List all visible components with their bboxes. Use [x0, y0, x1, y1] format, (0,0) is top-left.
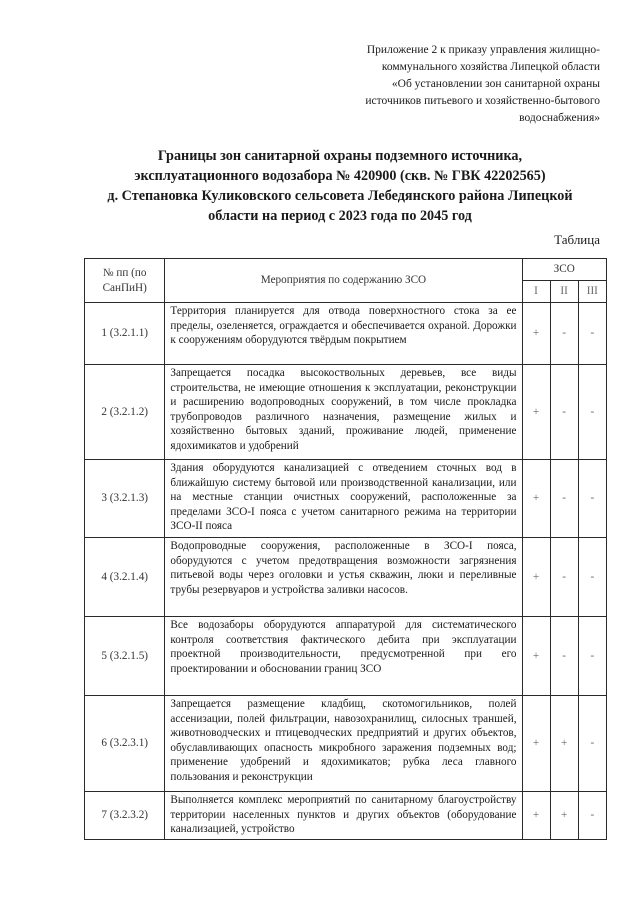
header-zone-1: I — [522, 281, 550, 303]
row-number: 6 (3.2.3.1) — [85, 696, 165, 792]
appendix-line: коммунального хозяйства Липецкой области — [381, 61, 600, 73]
zone-2-mark: + — [550, 696, 578, 792]
row-measure-text: Все водозаборы оборудуются аппаратурой для систематического контроля соответствия фактического дебита при эксплуатации проектной производительности, предусмотренной при его проектировании и обосновании границ ЗСО — [165, 617, 522, 696]
row-measure-text: Территория планируется для отвода поверхностного стока за ее пределы, озеленяется, ограждается и обеспечивается охраной. Дорожки к сооружениям оборудуются твёрдым покрытием — [165, 303, 522, 365]
header-number: № пп (по СанПиН) — [85, 259, 165, 303]
zone-3-mark: - — [578, 538, 606, 617]
zone-1-mark: + — [522, 696, 550, 792]
zone-2-mark: - — [550, 303, 578, 365]
zone-2-mark: + — [550, 792, 578, 840]
table-row — [85, 460, 607, 538]
zone-3-mark: - — [578, 792, 606, 840]
appendix-line: водоснабжения» — [519, 112, 600, 124]
header-zone-3: III — [578, 281, 606, 303]
table-row — [85, 538, 607, 617]
zone-3-mark: - — [578, 365, 606, 460]
zso-measures-table — [84, 258, 607, 840]
title-line: эксплуатационного водозабора № 420900 (скв. № ГВК 42202565) — [134, 168, 546, 184]
zone-1-mark: + — [522, 792, 550, 840]
title-line: области на период с 2023 года по 2045 год — [208, 208, 472, 224]
zone-1-mark: + — [522, 365, 550, 460]
row-number: 2 (3.2.1.2) — [85, 365, 165, 460]
row-number: 3 (3.2.1.3) — [85, 460, 165, 538]
header-zso: ЗСО — [522, 259, 607, 281]
header-zone-2: II — [550, 281, 578, 303]
appendix-note — [300, 42, 600, 127]
title-line: д. Степановка Куликовского сельсовета Лебедянского района Липецкой — [107, 188, 573, 204]
zone-3-mark: - — [578, 696, 606, 792]
appendix-line: источников питьевого и хозяйственно-бытового — [365, 95, 600, 107]
row-measure-text: Запрещается посадка высокоствольных деревьев, все виды строительства, не имеющие отношения к эксплуатации, реконструкции и расширению водопроводных сооружений, в том числе прокладка трубопроводов различного назначения, размещение жилых и хозяйственно бытовых зданий, проживание людей, применение ядохимикатов и удобрений — [165, 365, 522, 460]
row-number: 5 (3.2.1.5) — [85, 617, 165, 696]
table-label: Таблица — [554, 232, 600, 247]
zone-3-mark: - — [578, 460, 606, 538]
zone-1-mark: + — [522, 538, 550, 617]
row-measure-text: Здания оборудуются канализацией с отведением сточных вод в ближайшую систему бытовой или производственной канализации, или на местные станции очистных сооружений, расположенные за пределами ЗСО-I пояса с учетом санитарного режима на территории ЗСО-II пояса — [165, 460, 522, 538]
zone-3-mark: - — [578, 303, 606, 365]
table-row — [85, 365, 607, 460]
appendix-line: Приложение 2 к приказу управления жилищно- — [366, 44, 600, 56]
row-number: 7 (3.2.3.2) — [85, 792, 165, 840]
table-row — [85, 792, 607, 840]
title-line: Границы зон санитарной охраны подземного источника, — [157, 148, 523, 164]
zone-2-mark: - — [550, 365, 578, 460]
header-measures: Мероприятия по содержанию ЗСО — [165, 259, 522, 303]
row-measure-text: Водопроводные сооружения, расположенные в ЗСО-I пояса, оборудуются с учетом предотвращения возможности загрязнения питьевой воды через оголовки и устья скважин, люки и переливные трубы резервуаров и устройства заливки насосов. — [165, 538, 522, 617]
appendix-line: «Об установлении зон санитарной охраны — [391, 78, 600, 90]
row-measure-text: Запрещается размещение кладбищ, скотомогильников, полей ассенизации, полей фильтрации, навозохранилищ, силосных траншей, животноводческих и птицеводческих предприятий и других объектов, обуславливающих опасность микробного заражения подземных вод; применение удобрений и ядохимикатов; рубка леса главного пользования и реконструкции — [165, 696, 522, 792]
row-number: 1 (3.2.1.1) — [85, 303, 165, 365]
document-title — [70, 146, 610, 226]
zone-2-mark: - — [550, 538, 578, 617]
zone-3-mark: - — [578, 617, 606, 696]
zone-2-mark: - — [550, 617, 578, 696]
row-number: 4 (3.2.1.4) — [85, 538, 165, 617]
zone-2-mark: - — [550, 460, 578, 538]
row-measure-text: Выполняется комплекс мероприятий по санитарному благоустройству территории населенных пунктов и других объектов (оборудование канализацией, устройство — [165, 792, 522, 840]
table-row — [85, 303, 607, 365]
table-row — [85, 617, 607, 696]
zone-1-mark: + — [522, 460, 550, 538]
table-row — [85, 696, 607, 792]
zone-1-mark: + — [522, 303, 550, 365]
zone-1-mark: + — [522, 617, 550, 696]
